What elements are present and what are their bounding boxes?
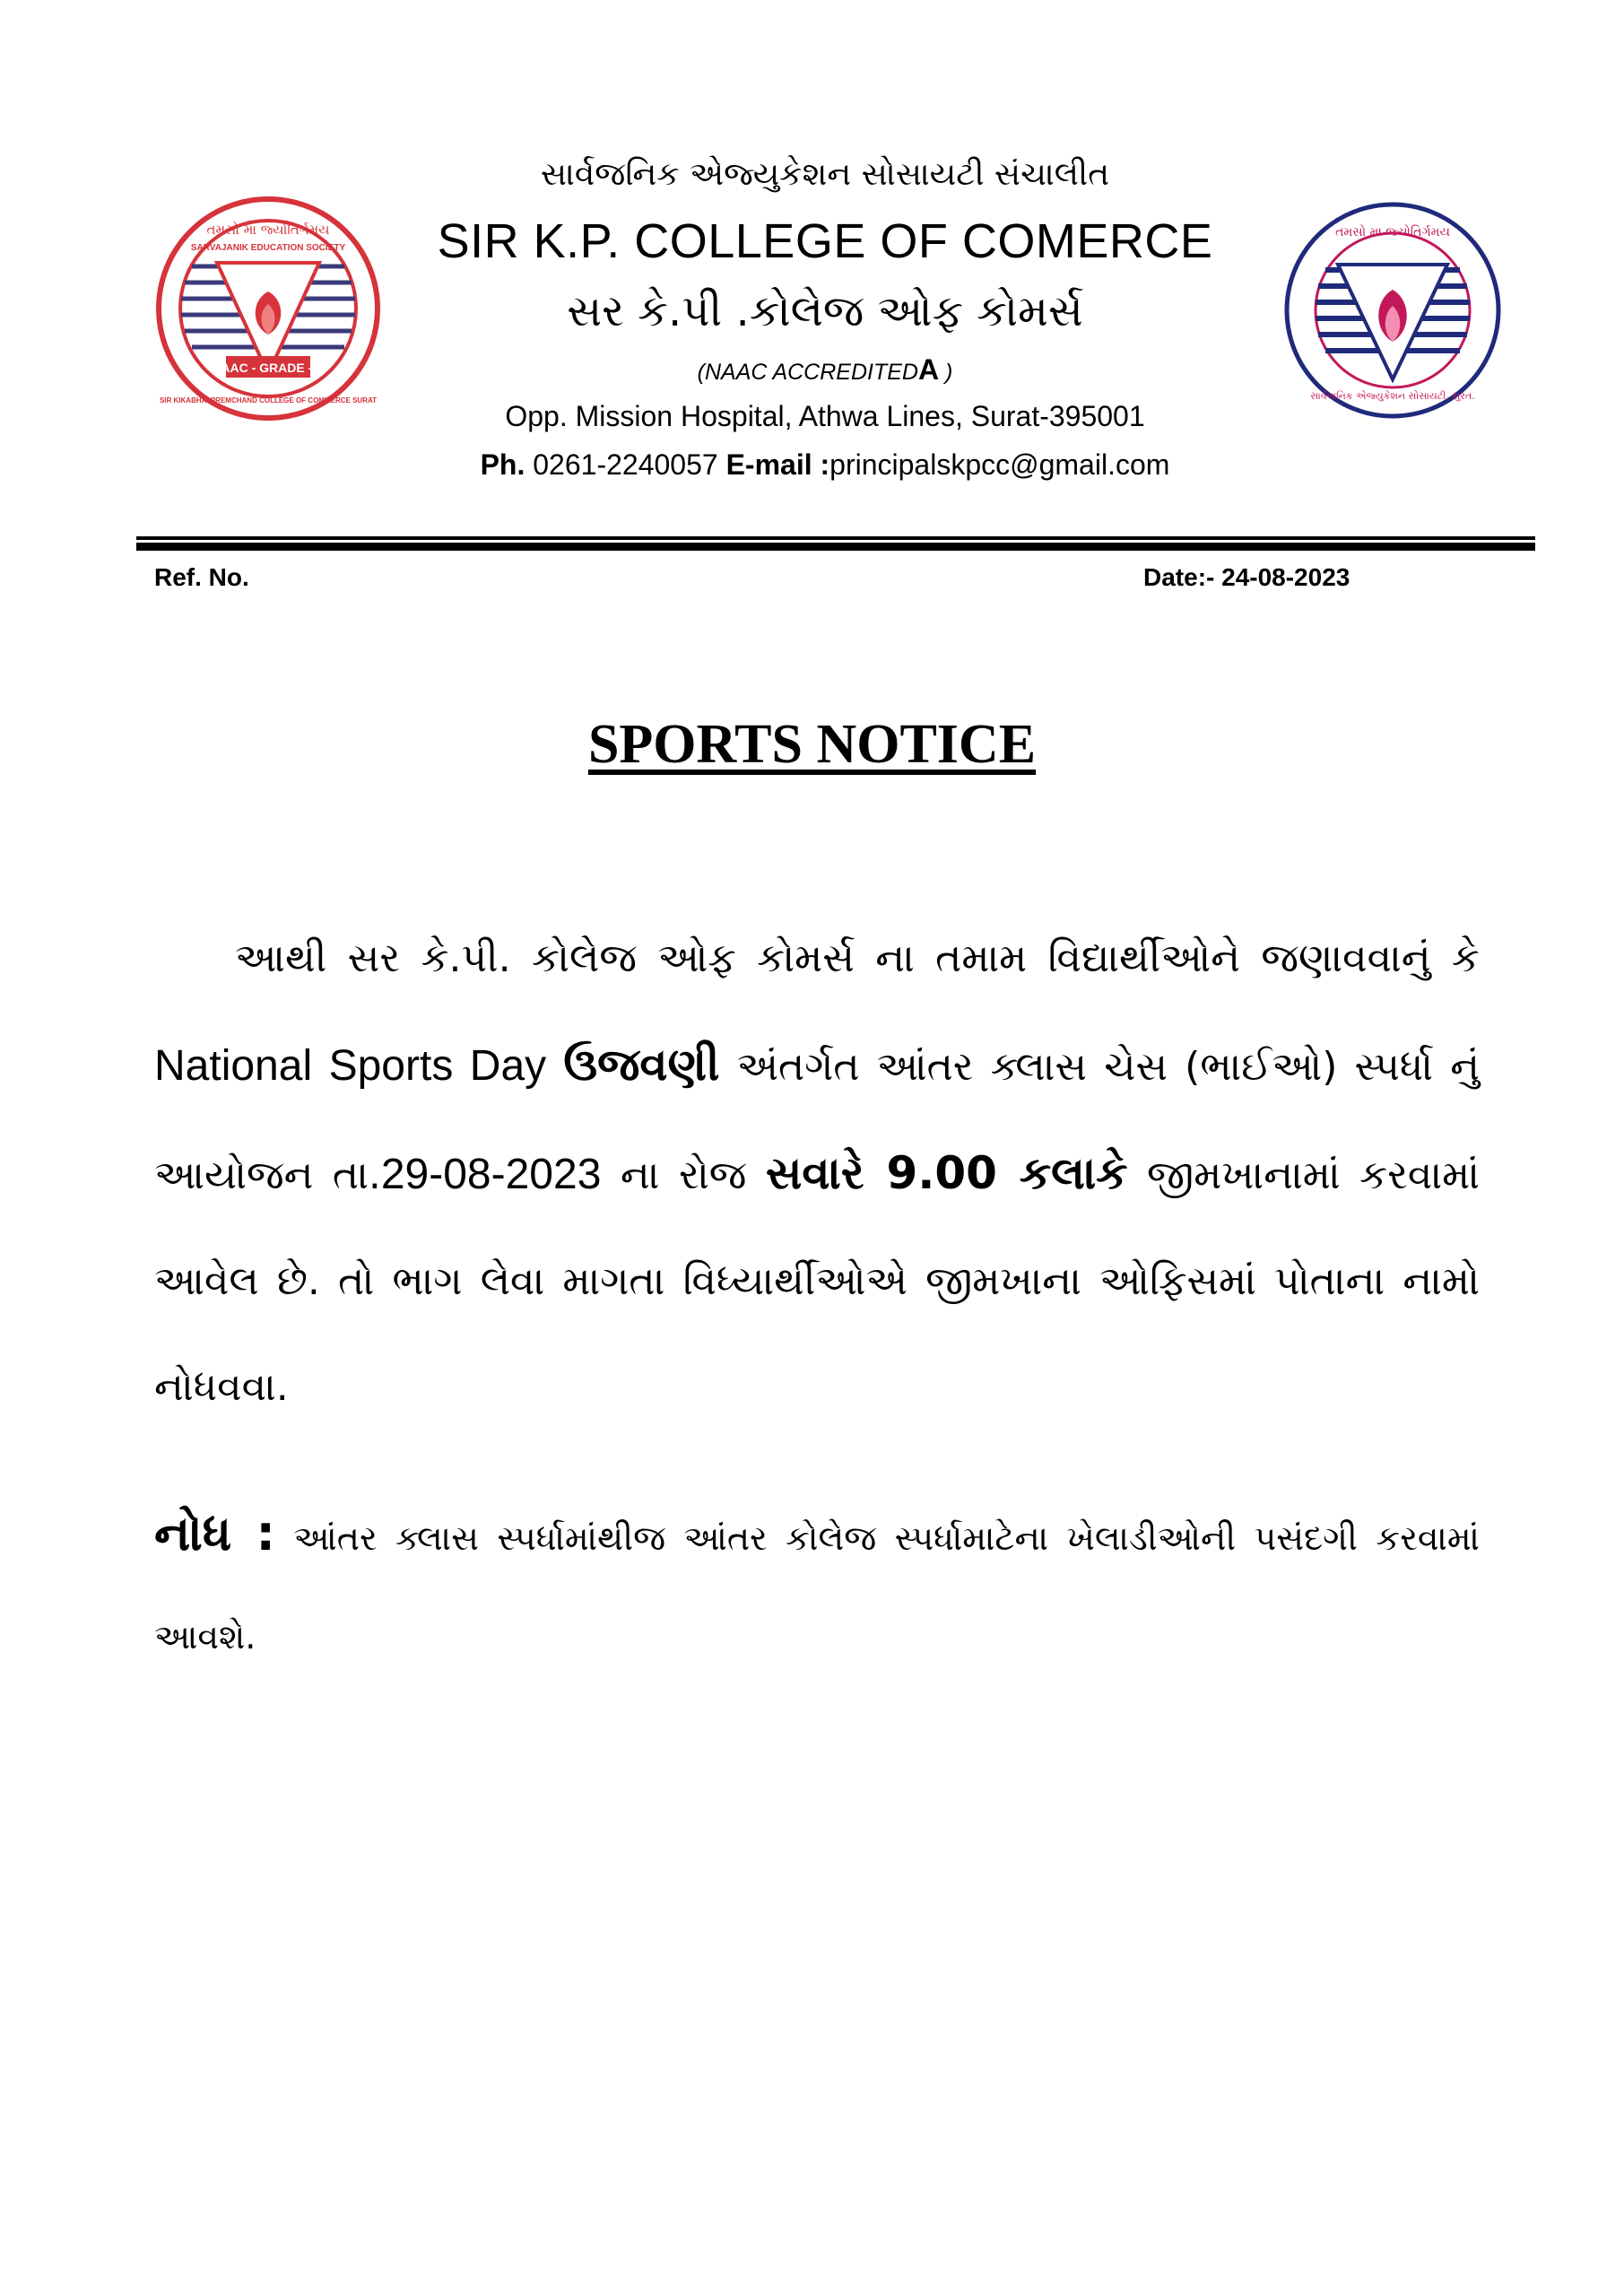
society-emblem-icon bbox=[1282, 200, 1503, 421]
notice-date: Date:- 24-08-2023 bbox=[1143, 563, 1350, 591]
phone-number: 0261-2240057 bbox=[533, 448, 718, 481]
email-address: principalskpcc@gmail.com bbox=[829, 448, 1170, 481]
svg-text:સાર્વજનિક એજ્યુકેશન સોસાયટી, સ: સાર્વજનિક એજ્યુકેશન સોસાયટી, સુરત. bbox=[1310, 390, 1475, 402]
college-logo-left bbox=[154, 195, 382, 422]
celebration-word: ઉજવણી bbox=[563, 1039, 720, 1091]
event-name: National Sports Day bbox=[154, 1042, 547, 1090]
event-date: 29-08-2023 bbox=[380, 1151, 602, 1198]
svg-text:તમસો મા જ્યોતિર્ગમય: તમસો મા જ્યોતિર્ગમય bbox=[1335, 225, 1450, 239]
svg-text:SARVAJANIK EDUCATION SOCIETY: SARVAJANIK EDUCATION SOCIETY bbox=[190, 243, 346, 253]
notice-note bbox=[154, 1484, 1480, 1686]
email-label: E-mail : bbox=[725, 448, 830, 481]
notice-title: SPORTS NOTICE bbox=[587, 714, 1037, 775]
note-label: નોધ : bbox=[154, 1505, 275, 1561]
accreditation-line: (NAAC ACCREDITEDA ) bbox=[697, 353, 953, 386]
phone-label: Ph. bbox=[480, 448, 525, 481]
letterhead bbox=[395, 152, 1255, 485]
svg-text:તમસો મા જ્યોતિર્ગમય: તમસો મા જ્યોતિર્ગમય bbox=[206, 222, 330, 238]
college-logo-right bbox=[1282, 200, 1503, 421]
svg-text:SIR KIKABHAI PREMCHAND COLLEGE: SIR KIKABHAI PREMCHAND COLLEGE OF COMMERCE SURAT bbox=[159, 396, 378, 404]
society-line: સાર્વજનિક એજ્યુકેશન સોસાયટી સંચાલીત bbox=[540, 156, 1110, 193]
contact-line bbox=[395, 444, 1255, 485]
college-name-gujarati: સર કે.પી .કોલેજ ઓફ કોમર્સ bbox=[567, 286, 1083, 336]
note-text: આંતર ક્લાસ સ્પર્ધામાંથીજ આંતર કોલેજ સ્પર્ધામાટેના ખેલાડીઓની પસંદગી કરવામાં આવશે. bbox=[154, 1518, 1480, 1657]
naac-seal-icon bbox=[154, 195, 382, 422]
header-rule-thick bbox=[136, 543, 1535, 551]
reference-number: Ref. No. bbox=[154, 563, 249, 591]
college-name-english: SIR K.P. COLLEGE OF COMERCE bbox=[437, 214, 1213, 268]
college-address: Opp. Mission Hospital, Athwa Lines, Surat-395001 bbox=[505, 400, 1145, 432]
accreditation-grade: A bbox=[917, 353, 940, 386]
event-time: સવારે 9.00 કલાકે bbox=[765, 1147, 1128, 1199]
notice-body: આથી સર કે.પી. કોલેજ ઓફ કોમર્સ ના તમામ વિદ્યાર્થીઓને જણાવવાનું કે National Sports Day ઉજવણી અંતર્ગત આંતર ક્લાસ ચેસ (ભાઈઓ) સ્પર્ધા નું આયોજન તા.29-08-2023 ના રોજ સવારે 9.00 કલાકે જીમખાનામાં કરવામાં આવેલ છે. તો ભાગ લેવા માગતા વિધ્યાર્થીઓએ જીમખાના ઓફિસમાં પોતાના નામો નોધવવા. bbox=[154, 935, 1480, 1410]
svg-text:NAAC - GRADE - A: NAAC - GRADE - A bbox=[212, 361, 325, 375]
header-rule-thin bbox=[136, 536, 1535, 540]
